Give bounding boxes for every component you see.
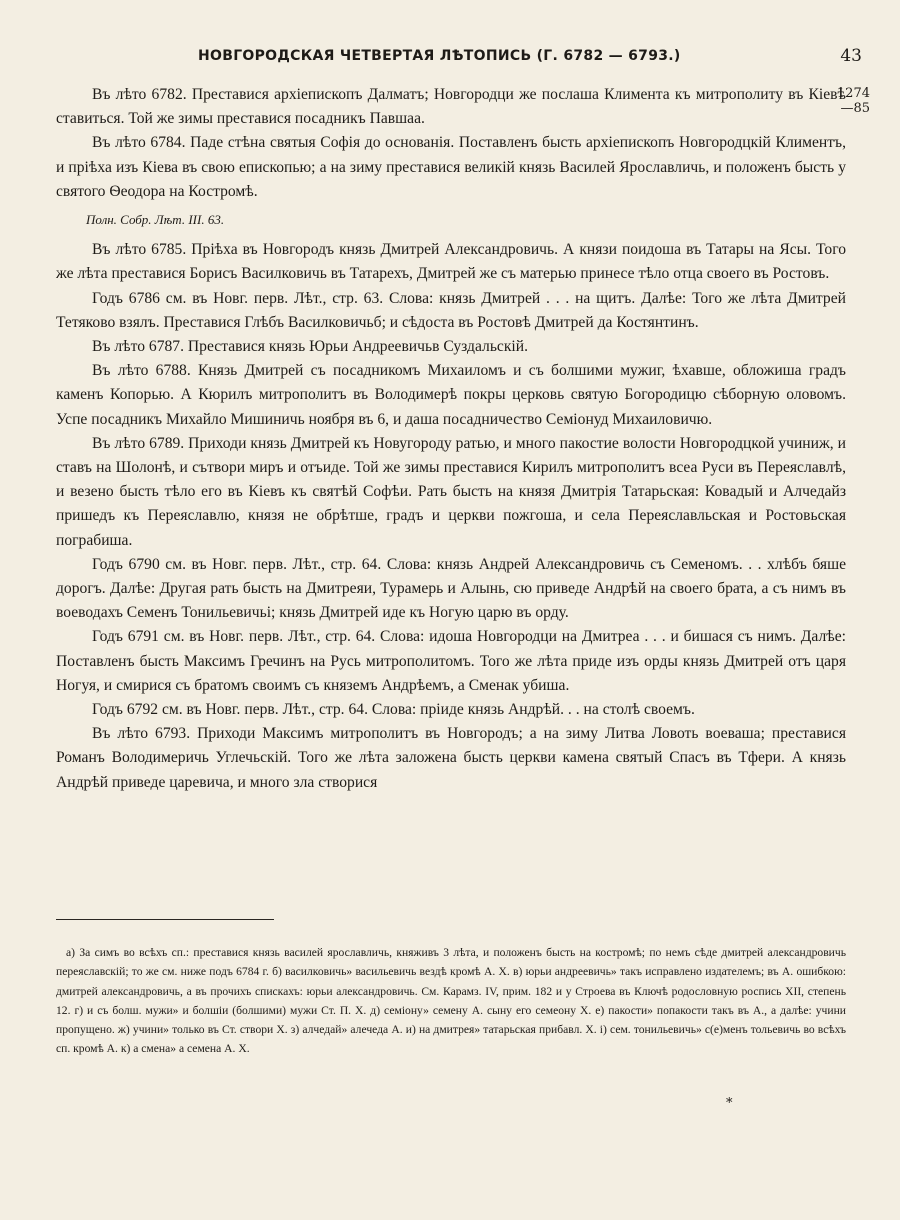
entry-6787: Въ лѣто 6787. Преставися князь Юрьи Андреевичьв Суздальскій. xyxy=(92,338,529,356)
entry-6790: Годъ 6790 см. въ Новг. перв. Лѣт., стр. 64. Слова: князь Андрей Александровичь съ Семеномъ. . . хлѣбъ бяше дорогъ. Далѣе: Другая рать бысть на Дмитреяи, Турамерь и Алынь, сю приведе Андрѣй на своего брата, а съ нимъ въ воеводахъ Семенъ Тонильевичьі; князь Дмитрей иде къ Ногую царю въ орду. xyxy=(56,555,846,622)
footnote-divider xyxy=(56,919,274,920)
chronicle-text xyxy=(56,83,846,795)
footnotes xyxy=(56,943,846,1059)
page-number: 43 xyxy=(840,46,862,66)
entry-6785: Въ лѣто 6785. Пріѣха въ Новгородъ князь Дмитрей Александровичь. А князи поидоша въ Татары на Ясы. Того же лѣта преставися Борисъ Василковичь въ Татарехъ, Дмитрей же съ матерью принесе тѣло отца своего въ Ростовъ. xyxy=(56,241,846,283)
entry-6793: Въ лѣто 6793. Приходи Максимъ митрополитъ въ Новгородъ; а на зиму Литва Ловоть воеваша; преставися Романъ Володимеричь Углечьскій. Того же лѣта заложена бысть церкви камена святый Спасъ въ Тфери. А князь Андрѣй приведе царевича, и много зла створися xyxy=(56,725,846,791)
star-mark: * xyxy=(726,1096,733,1111)
page-header xyxy=(120,48,862,70)
entry-6789: Въ лѣто 6789. Приходи князь Дмитрей къ Новугороду ратью, и много пакостие волости Новгородцкой учиниж, и ставъ на Шолонѣ, и сътвори миръ и отъиде. Той же зимы преставися Кирилъ митрополитъ всеа Руси въ Переяславлѣ, и везено бысть тѣло его въ Кіевъ къ святѣй Софѣи. Рать бысть на князя Дмитрія Татарьская: Ковадый и Алчедайз пришедъ къ Переяславлю, князя не обрѣтше, градъ и церкви пожгоша, и села Переяславльская и Ростовьская пограбиша. xyxy=(56,434,846,549)
footnote-block: а) За симъ во всѣхъ сп.: преставися князь василей ярославличь, княживъ 3 лѣта, и положенъ бысть на костромѣ; по немъ сѣде дмитрей александровичь переяславскій; то же см. ниже подъ 6784 г. б) василковичь» васильевичь вездѣ кромѣ А. Х. в) юрьи андреевичь» такъ исправлено издателемъ; въ А. ошибкою: дмитрей александровичь, а въ прочихъ спискахъ: юрьи александровичь. См. Карамз. IV, прим. 182 и у Строева въ Ключѣ родословную роспись XII, степень 12. г) и съ болш. мужи» и болшiи (болшими) мужи Ст. П. Х. д) семіону» семену А. сыну его семеону Х. е) пакости» попакости такъ въ А., а далѣе: учини пропущено. ж) учини» только въ Ст. створи Х. з) алчедай» алечеда А. и) на дмитрея» татарьская прибавл. Х. і) сем. тонильевичь» с(е)менъ тольевичь во всѣхъ сп. кромѣ А. к) а смена» а семена А. Х. xyxy=(56,946,846,1056)
running-title: НОВГОРОДСКАЯ ЧЕТВЕРТАЯ ЛѢТОПИСЬ (Г. 6782 — 6793.) xyxy=(198,48,681,64)
entry-6788: Въ лѣто 6788. Князь Дмитрей съ посадникомъ Михаиломъ и съ болшими мужиг, ѣхавше, обложиша градъ каменъ Копорью. А Кюрилъ митрополитъ въ Володимерѣ покры церковь святую Богородицю сѣборную оловомъ. Успе посадникъ Михайло Мишиничь ноября въ 6, и даша посадничество Семіонуд Михаиловичю. xyxy=(56,362,846,428)
entry-6792: Годъ 6792 см. въ Новг. перв. Лѣт., стр. 64. Слова: пріиде князь Андрѣй. . . на столѣ своемъ. xyxy=(92,701,695,719)
reference-line: Полн. Собр. Лѣт. III. 63. xyxy=(86,212,225,228)
entry-6784: Въ лѣто 6784. Паде стѣна святыя Софія до основанія. Поставленъ бысть архіепископъ Новгородцкій Климентъ, и пріѣха изъ Кіева въ свою епископью; а на зиму преставися великій князь Василей Ярославличь, и положенъ бысть у святого Ѳеодора на Костромѣ. xyxy=(56,134,846,200)
entry-6791: Годъ 6791 см. въ Новг. перв. Лѣт., стр. 64. Слова: идоша Новгородци на Дмитреа . . . и бишася съ нимъ. Далѣе: Поставленъ бысть Максимъ Гречинъ на Русь митрополитомъ. Того же лѣта приде изъ орды князь Дмитрей отъ царя Ногуя, и смирися съ братомъ своимъ съ княземъ Андрѣемъ, а Сменак убиша. xyxy=(56,628,846,694)
entry-6786: Годъ 6786 см. въ Новг. перв. Лѣт., стр. 63. Слова: князь Дмитрей . . . на щитъ. Далѣе: Того же лѣта Дмитрей Тетяково взялъ. Преставися Глѣбъ Василковичьб; и сѣдоста въ Ростовѣ Дмитрей да Костянтинъ. xyxy=(56,289,846,331)
entry-6782: Въ лѣто 6782. Преставися архіепископъ Далматъ; Новгородци же послаша Климента къ митрополиту въ Кіевѣ ставиться. Той же зимы преставися посадникъ Павшаа. xyxy=(56,86,846,128)
margin-year-start: 1274 xyxy=(836,86,870,101)
margin-year-end: —85 xyxy=(840,101,870,116)
